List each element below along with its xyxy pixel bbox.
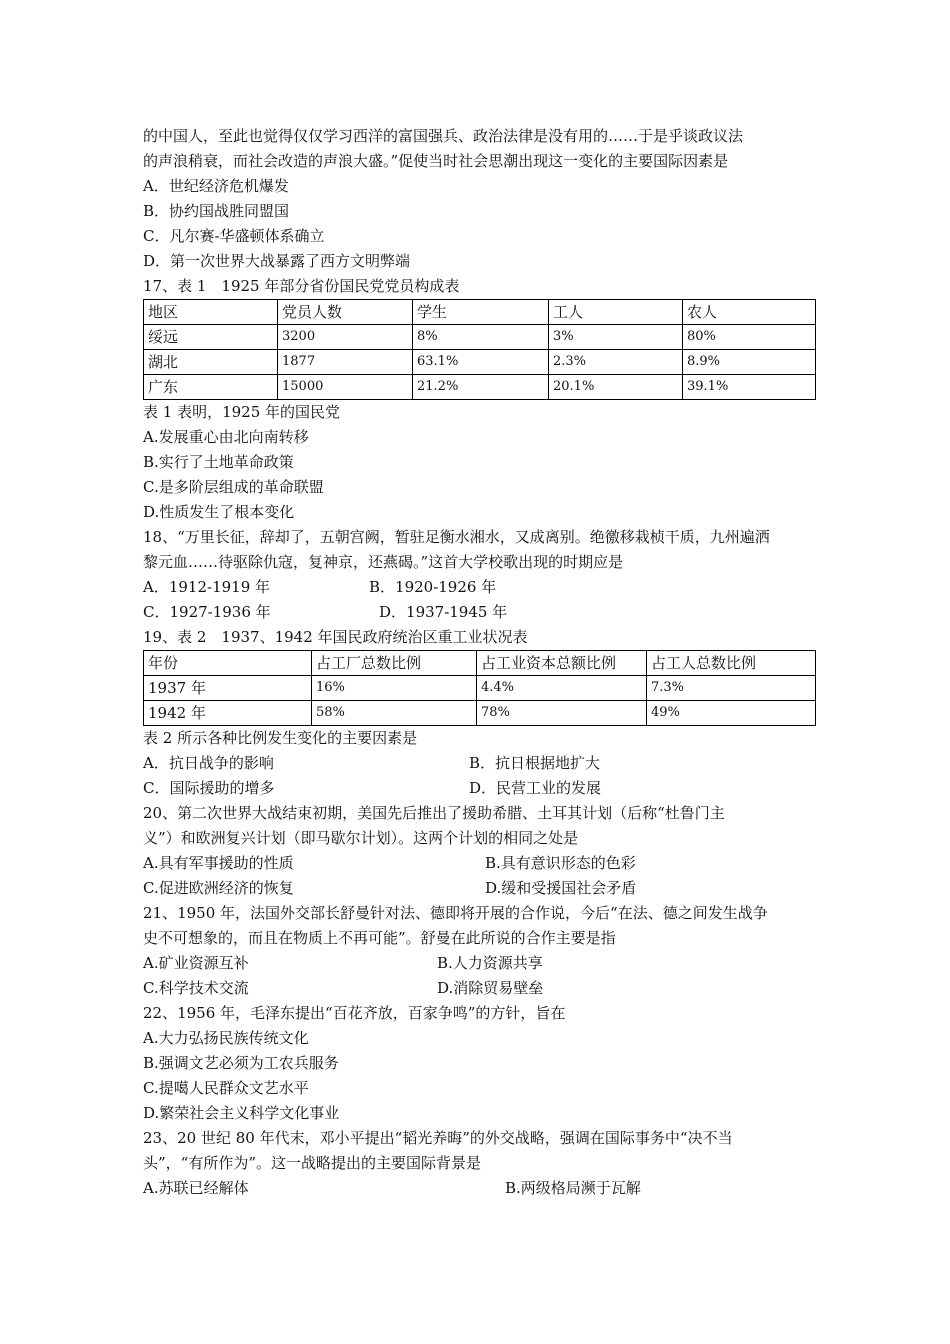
q22-option-b: B.强调文艺必须为工农兵服务 [143,1054,339,1072]
table-cell: 15000 [278,375,413,400]
q20-option-a: A.具有军事援助的性质 [143,854,294,872]
q17-stem: 表 1 表明，1925 年的国民党 [143,403,341,421]
q17-title: 17、表 1 1925 年部分省份国民党党员构成表 [143,277,460,295]
table-cell: 49% [647,701,816,726]
q19-options-row-2 [143,776,815,801]
q16-stem-line-1: 的中国人，至此也觉得仅仅学习西洋的富国强兵、政治法律是没有用的……于是乎谈政议法 [143,127,744,145]
q18-option-c: C．1927-1936 年 [143,603,271,621]
exam-page [143,124,815,1201]
q17-table [143,299,816,400]
q18-option-d: D．1937-1945 年 [379,603,508,621]
q16-option-a: A．世纪经济危机爆发 [143,177,289,195]
q20-option-d: D.缓和受援国社会矛盾 [485,879,637,897]
q17-option-c: C.是多阶层组成的革命联盟 [143,478,324,496]
table-cell: 绥远 [144,325,278,350]
table-row [144,375,816,400]
q16-option-c: C．凡尔赛-华盛顿体系确立 [143,227,325,245]
q20-stem-line-1: 20、第二次世界大战结束初期，美国先后推出了援助希腊、土耳其计划（后称“杜鲁门主 [143,804,725,822]
q22-stem: 22、1956 年，毛泽东提出“百花齐放，百家争鸣”的方针，旨在 [143,1004,566,1022]
q19-option-c: C．国际援助的增多 [143,779,275,797]
q21-options-row-1 [143,951,815,976]
q18-stem-line-2: 黎元血……待驱除仇寇，复神京，还燕碣。”这首大学校歌出现的时期应是 [143,553,624,571]
table-header-row [144,651,816,676]
table-row [144,676,816,701]
table-cell: 20.1% [549,375,683,400]
q21-stem-line-2: 史不可想象的，而且在物质上不再可能”。舒曼在此所说的合作主要是指 [143,929,616,947]
q21-options-row-2 [143,976,815,1001]
q22-option-d: D.繁荣社会主义科学文化事业 [143,1104,340,1122]
table-cell: 78% [477,701,647,726]
q23-options-row-1 [143,1176,815,1201]
q23-stem-line-1: 23、20 世纪 80 年代末，邓小平提出“韬光养晦”的外交战略，强调在国际事务中“决不当 [143,1129,733,1147]
table-cell: 3% [549,325,683,350]
q19-options-row-1 [143,751,815,776]
q22-option-a: A.大力弘扬民族传统文化 [143,1029,309,1047]
q21-option-b: B.人力资源共享 [437,954,543,972]
table-header: 党员人数 [278,300,413,325]
q19-table [143,650,816,726]
q19-title: 19、表 2 1937、1942 年国民政府统治区重工业状况表 [143,628,528,646]
q17-option-a: A.发展重心由北向南转移 [143,428,309,446]
q20-options-row-2 [143,876,815,901]
q16-stem-line-2: 的声浪稍衰，而社会改造的声浪大盛。”促使当时社会思潮出现这一变化的主要国际因素是 [143,152,729,170]
q16-option-d: D．第一次世界大战暴露了西方文明弊端 [143,252,411,270]
table-cell: 8% [413,325,549,350]
table-cell: 湖北 [144,350,278,375]
table-cell: 39.1% [683,375,816,400]
q16-option-b: B．协约国战胜同盟国 [143,202,290,220]
q19-option-b: B．抗日根据地扩大 [469,754,601,772]
table-cell: 21.2% [413,375,549,400]
table-cell: 63.1% [413,350,549,375]
table-cell: 4.4% [477,676,647,701]
q21-option-c: C.科学技术交流 [143,979,249,997]
q22-option-c: C.提噶人民群众文艺水平 [143,1079,309,1097]
q18-stem-line-1: 18、“万里长征，辞却了，五朝宫阙，暂驻足衡水湘水，又成离别。绝徼移栽桢干质，九州遍洒 [143,528,770,546]
table-cell: 2.3% [549,350,683,375]
q19-option-d: D．民营工业的发展 [469,779,602,797]
table-header: 农人 [683,300,816,325]
table-cell: 58% [312,701,477,726]
table-cell: 7.3% [647,676,816,701]
q20-stem-line-2: 义”）和欧洲复兴计划（即马歇尔计划）。这两个计划的相同之处是 [143,829,579,847]
q19-stem: 表 2 所示各种比例发生变化的主要因素是 [143,729,418,747]
table-cell: 16% [312,676,477,701]
table-header: 学生 [413,300,549,325]
table-header: 年份 [144,651,312,676]
table-cell: 1937 年 [144,676,312,701]
q18-option-b: B．1920-1926 年 [369,578,497,596]
q17-option-b: B.实行了土地革命政策 [143,453,294,471]
table-row [144,701,816,726]
q20-option-b: B.具有意识形态的色彩 [485,854,636,872]
table-header: 占工人总数比例 [647,651,816,676]
table-header: 占工厂总数比例 [312,651,477,676]
q21-option-d: D.消除贸易壁垒 [437,979,544,997]
table-cell: 1942 年 [144,701,312,726]
q17-option-d: D.性质发生了根本变化 [143,503,295,521]
table-row [144,350,816,375]
q18-options-row-1 [143,575,815,600]
q21-stem-line-1: 21、1950 年，法国外交部长舒曼针对法、德即将开展的合作说，今后“在法、德之间发生战争 [143,904,768,922]
table-cell: 3200 [278,325,413,350]
table-row [144,325,816,350]
table-cell: 广东 [144,375,278,400]
table-header: 地区 [144,300,278,325]
table-header: 占工业资本总额比例 [477,651,647,676]
q23-stem-line-2: 头”，“有所作为”。这一战略提出的主要国际背景是 [143,1154,482,1172]
table-header: 工人 [549,300,683,325]
q23-option-a: A.苏联已经解体 [143,1179,249,1197]
q23-option-b: B.两级格局濒于瓦解 [505,1179,641,1197]
q20-options-row-1 [143,851,815,876]
table-header-row [144,300,816,325]
table-cell: 80% [683,325,816,350]
q19-option-a: A．抗日战争的影响 [143,754,274,772]
table-cell: 1877 [278,350,413,375]
table-cell: 8.9% [683,350,816,375]
q18-options-row-2 [143,600,815,625]
q18-option-a: A．1912-1919 年 [143,578,271,596]
q20-option-c: C.促进欧洲经济的恢复 [143,879,294,897]
q21-option-a: A.矿业资源互补 [143,954,249,972]
